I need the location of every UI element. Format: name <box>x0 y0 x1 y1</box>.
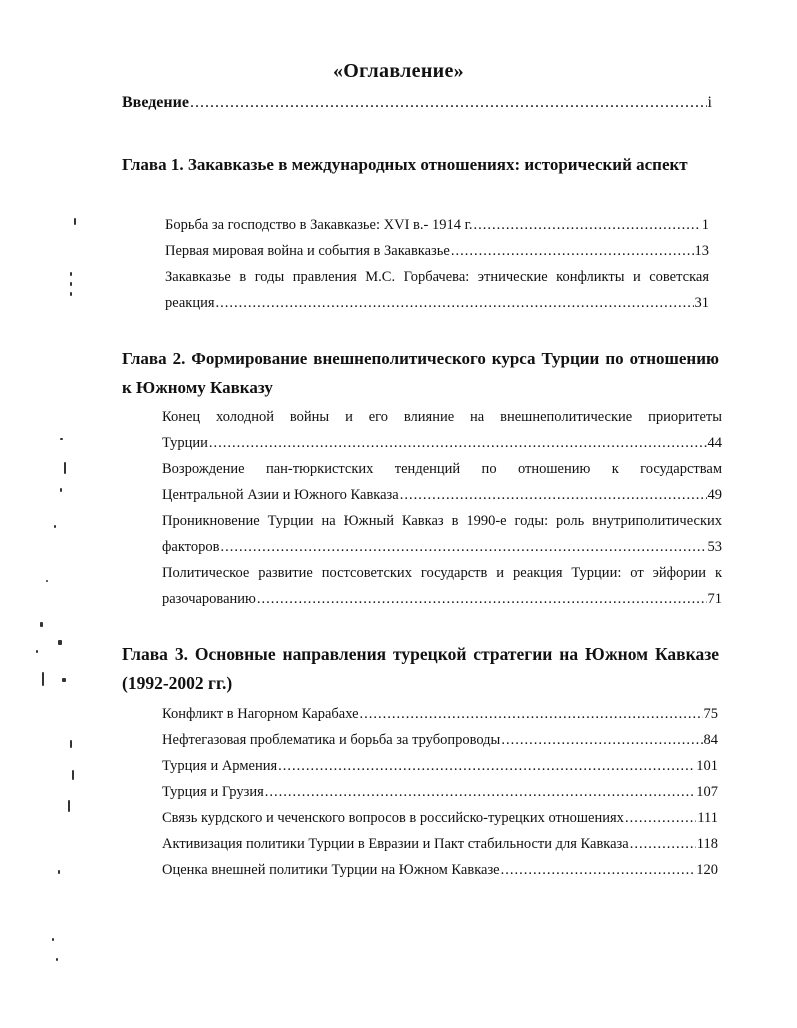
entry-text: Борьба за господство в Закавказье: XVI в.- 1914 г. <box>165 217 473 233</box>
dot-leader <box>360 701 703 727</box>
chapter-3-entries <box>162 701 718 883</box>
page-number: 49 <box>707 487 722 503</box>
dot-leader <box>451 238 694 264</box>
toc-entry[interactable] <box>162 805 718 831</box>
page-number: 75 <box>703 706 718 722</box>
toc-entry[interactable] <box>162 831 718 857</box>
dot-leader <box>220 534 706 560</box>
toc-entry-continuation[interactable] <box>165 290 709 316</box>
toc-entry[interactable] <box>162 701 718 727</box>
toc-entry[interactable] <box>165 212 709 238</box>
toc-entry[interactable] <box>162 727 718 753</box>
chapter-1-heading[interactable]: Глава 1. Закавказье в международных отношениях: исторический аспект <box>122 155 688 174</box>
dot-leader <box>630 831 696 857</box>
toc-entry[interactable] <box>162 753 718 779</box>
toc-entry[interactable] <box>162 779 718 805</box>
page-number: 44 <box>707 435 722 451</box>
page-number: 101 <box>696 758 718 774</box>
dot-leader <box>400 482 707 508</box>
toc-entry-first-line[interactable]: Возрождение пан-тюркистских тенденций по отношению к государствам <box>162 461 722 477</box>
toc-intro-line[interactable] <box>122 94 712 112</box>
dot-leader <box>474 212 701 238</box>
toc-title: «Оглавление» <box>332 60 464 82</box>
dot-leader <box>216 290 694 316</box>
chapter-2-entries <box>162 404 722 612</box>
page-number: 1 <box>701 217 709 233</box>
page-number: 13 <box>694 243 709 259</box>
toc-entry-continuation[interactable] <box>162 586 722 612</box>
toc-entry-continuation[interactable] <box>162 482 722 508</box>
page-number: 31 <box>694 295 709 311</box>
chapter-2-heading[interactable]: Глава 2. Формирование внешнеполитического курса Турции по отношению к Южному Кавказу <box>122 349 719 397</box>
entry-text: разочарованию <box>162 591 256 607</box>
toc-entry-first-line[interactable]: Проникновение Турции на Южный Кавказ в 1990-е годы: роль внутриполитических <box>162 513 722 529</box>
page-number: 107 <box>696 784 718 800</box>
dot-leader <box>625 805 696 831</box>
chapter-3-heading[interactable]: Глава 3. Основные направления турецкой стратегии на Южном Кавказе (1992-2002 гг.) <box>122 644 719 693</box>
entry-text: Первая мировая война и события в Закавказье <box>165 243 450 259</box>
toc-entry-first-line[interactable]: Закавказье в годы правления М.С. Горбачева: этнические конфликты и советская <box>165 269 709 285</box>
entry-text: Связь курдского и чеченского вопросов в российско-турецких отношениях <box>162 810 624 826</box>
entry-text: факторов <box>162 539 220 555</box>
page-number: 71 <box>707 591 722 607</box>
entry-text: Нефтегазовая проблематика и борьба за трубопроводы <box>162 732 501 748</box>
dot-leader <box>190 94 707 112</box>
dot-leader <box>265 779 695 805</box>
toc-entry-first-line[interactable]: Конец холодной войны и его влияние на внешнеполитические приоритеты <box>162 409 722 425</box>
dot-leader <box>209 430 707 456</box>
page-number: i <box>707 94 712 111</box>
dot-leader <box>501 727 702 753</box>
page-number: 120 <box>696 862 718 878</box>
toc-entry-first-line[interactable]: Политическое развитие постсоветских государств и реакция Турции: от эйфории к <box>162 565 722 581</box>
chapter-1-entries <box>165 212 709 316</box>
entry-text: Турция и Грузия <box>162 784 264 800</box>
entry-text: Турция и Армения <box>162 758 278 774</box>
toc-entry-continuation[interactable] <box>162 430 722 456</box>
page-number: 118 <box>696 836 718 852</box>
entry-text: Конфликт в Нагорном Карабахе <box>162 706 359 722</box>
entry-text: Оценка внешней политики Турции на Южном Кавказе <box>162 862 500 878</box>
page-number: 53 <box>707 539 722 555</box>
page-number: 84 <box>703 732 718 748</box>
intro-label: Введение <box>122 94 189 111</box>
dot-leader <box>278 753 695 779</box>
entry-text: Активизация политики Турции в Евразии и Пакт стабильности для Кавказа <box>162 836 629 852</box>
page-number: 111 <box>697 810 718 826</box>
dot-leader <box>257 586 707 612</box>
entry-text: Турции <box>162 435 208 451</box>
toc-entry[interactable] <box>165 238 709 264</box>
toc-entry[interactable] <box>162 857 718 883</box>
dot-leader <box>501 857 696 883</box>
entry-text: реакция <box>165 295 215 311</box>
entry-text: Центральной Азии и Южного Кавказа <box>162 487 399 503</box>
toc-entry-continuation[interactable] <box>162 534 722 560</box>
